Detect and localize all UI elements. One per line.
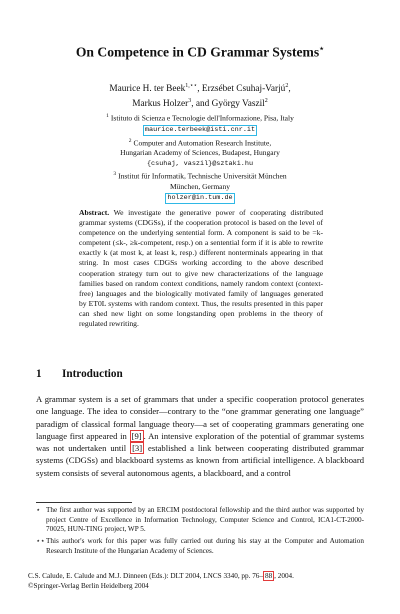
author-name: Maurice H. ter Beek [109,84,186,95]
footnote-divider [36,502,132,503]
author-line-1 [0,80,400,95]
footnote [36,506,364,535]
citation-link[interactable]: [9] [131,430,142,441]
abstract-text: We investigate the generative power of cooperating distributed grammar systems (CDGSs), if the cooperation protocol is based on the level of competence on the underlying sentential form. A component is said to be =k-competent (≤k-, ≥k-competent, resp.) on a sentential form if it is able to rewrite exactly k (at most k, at least k, resp.) different nonterminals appearing in that string. In most cases CDGSs working according to the above described cooperation strategy turn out to give new characterizations of the language families based on random context conditions, namely random context (context-free) languages and the biologically motivated family of languages generated by ET0L systems with random context. Thus, the results presented in this paper can shed new light on some longstanding open problems in the theory of regulated rewriting. [79,208,324,329]
body-text: established a link between cooperating distributed grammar systems (CDGSs) and blackboard systems as known from artificial intelligence. A blackboard system consists of several autonomous agents, a blackboard, and a control [36,443,365,478]
author-line-2 [0,95,400,110]
section-title: Introduction [62,368,123,380]
email-link[interactable]: holzer@in.tum.de [167,193,233,202]
affiliation-number: 1 [106,113,109,119]
footnote [36,537,364,556]
affiliation-2 [0,136,400,170]
affiliation-text: Computer and Automation Research Institute, [133,138,272,147]
footnote-text: The first author was supported by an ERCIM postdoctoral fellowship and the third author was supported by project Centre of Excellence in Information Technology, Computer Science and Control, ICA1-CT-2000-70025, HUN-TING project, WP 5. [46,506,364,534]
author-separator: , [288,84,291,95]
author-superscript: 2 [285,83,289,89]
author-separator: , [197,84,202,95]
footnote-mark: ⋆⋆ [36,537,45,546]
credits-text: C.S. Calude, E. Calude and M.J. Dinneen (Eds.): DLT 2004, LNCS 3340, pp. 76– [28,572,263,580]
abstract [79,208,323,329]
paper-title [0,44,400,61]
affiliation-1 [0,111,400,136]
author-superscript: 3 [188,98,192,105]
body-text: . An intensive exploration of the potential of grammar systems was not undertaken until [36,430,364,454]
footnotes [36,506,364,559]
credits-line-1 [28,572,372,582]
section-heading [36,368,123,380]
author-separator: , and [191,99,212,110]
copyright-line: ©Springer-Verlag Berlin Heidelberg 2004 [28,581,149,590]
author-superscript: 1,⋆⋆ [185,83,198,89]
page-range-link[interactable]: 88 [264,572,273,580]
affiliation-email: {csuhaj, vaszil}@sztaki.hu [146,160,254,168]
author-name: Markus Holzer [132,99,189,110]
citation-link[interactable]: [3] [132,443,143,454]
author-name: Erzsébet Csuhaj-Varjú [201,84,286,95]
body-text: A grammar system is a set of grammars that under a specific cooperation protocol generates one language. The idea to consider—contrary to the “one grammar generating one language” paradigm of classical formal language theory—a set of cooperating grammars generating one language first appeared in [36,394,364,441]
author-superscript: 2 [264,98,268,105]
affiliation-text: Istituto di Scienza e Tecnologie dell'Informazione, Pisa, Italy [110,113,294,123]
title-text: On Competence in CD Grammar Systems [75,44,320,60]
affiliation-number: 2 [128,137,132,144]
credits-text: , 2004. [274,572,294,580]
affiliation-text: Hungarian Academy of Sciences, Budapest, Hungary [120,148,280,157]
footnote-text: This author's work for this paper was fully carried out during his stay at the Computer and Automation Research Institute of the Hungarian Academy of Sciences. [46,537,364,555]
affiliation-3 [0,169,400,204]
affiliation-list [0,111,400,204]
footnote-mark: ⋆ [36,506,41,514]
affiliation-text: Institut für Informatik, Technische Universität München [118,171,287,181]
affiliation-text: München, Germany [170,181,230,191]
section-number: 1 [36,368,42,380]
affiliation-number: 3 [113,171,117,177]
email-link[interactable]: maurice.terbeek@isti.cnr.it [144,125,256,134]
abstract-label: Abstract. [79,208,110,217]
body-paragraph [36,393,364,479]
author-name: György Vaszil [211,99,265,110]
author-list [0,80,400,110]
title-footnote-mark: ⋆ [319,44,325,53]
publication-credits [28,572,372,592]
